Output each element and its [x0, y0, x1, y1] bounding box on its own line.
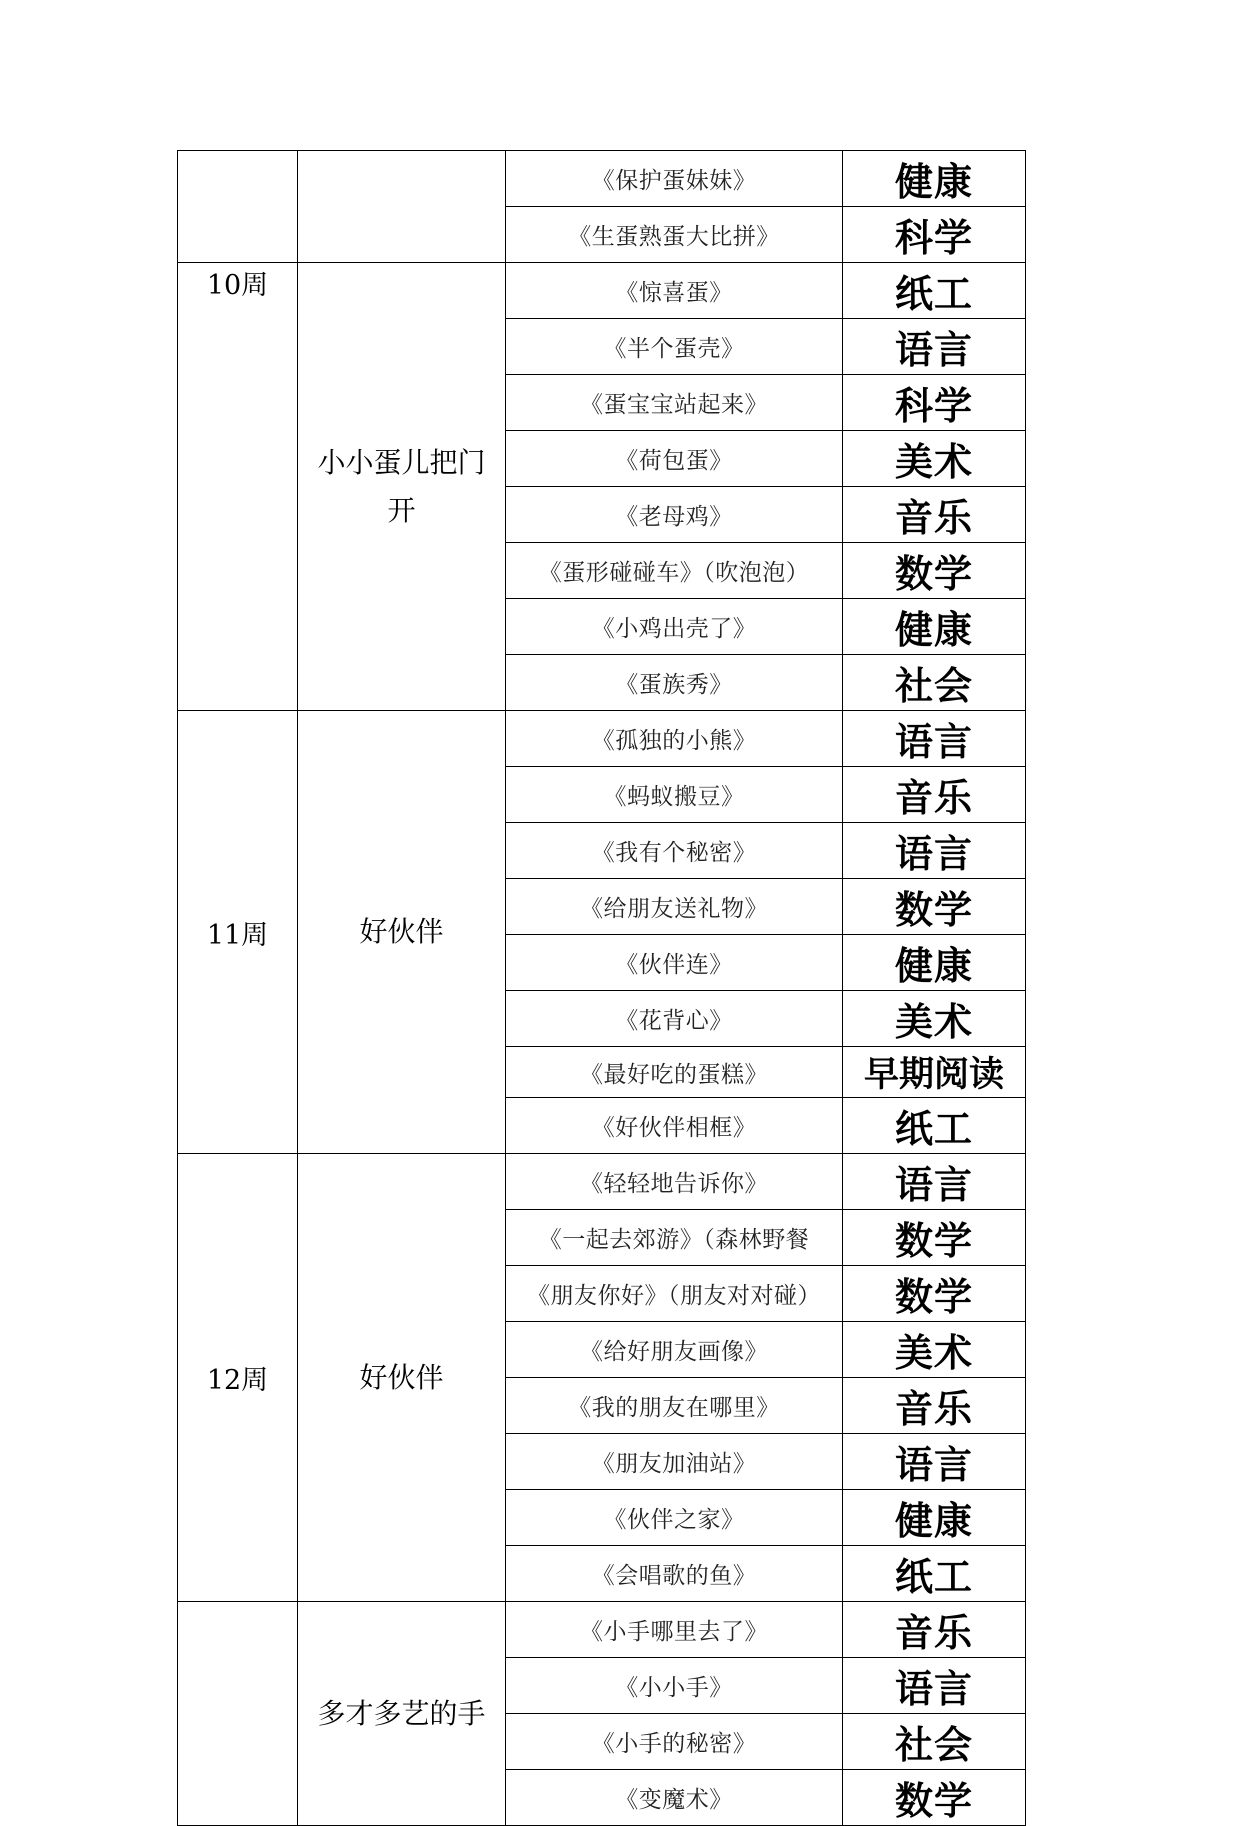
subject-cell: 语言 [843, 319, 1026, 375]
theme-label: 好伙伴 [359, 915, 444, 948]
activity-cell: 《惊喜蛋》 [506, 263, 843, 319]
subject-cell: 科学 [843, 375, 1026, 431]
activity-cell: 《蛋宝宝站起来》 [506, 375, 843, 431]
theme-cell [298, 151, 506, 263]
subject-cell: 语言 [843, 711, 1026, 767]
week-cell [178, 151, 298, 263]
subject-cell: 社会 [843, 1714, 1026, 1770]
schedule-body [178, 151, 1026, 1826]
subject-cell: 健康 [843, 151, 1026, 207]
subject-cell: 科学 [843, 207, 1026, 263]
activity-cell: 《我的朋友在哪里》 [506, 1378, 843, 1434]
week-cell: 12周 [178, 1154, 298, 1602]
activity-cell: 《花背心》 [506, 991, 843, 1047]
subject-cell: 语言 [843, 823, 1026, 879]
activity-cell: 《老母鸡》 [506, 487, 843, 543]
table-row [178, 1602, 1026, 1658]
activity-cell: 《给好朋友画像》 [506, 1322, 843, 1378]
theme-cell [298, 263, 506, 711]
table-row [178, 263, 1026, 319]
activity-cell: 《孤独的小熊》 [506, 711, 843, 767]
subject-cell: 美术 [843, 1322, 1026, 1378]
table-row [178, 151, 1026, 207]
subject-cell: 健康 [843, 599, 1026, 655]
theme-cell [298, 1602, 506, 1826]
week-cell: 10周 [178, 263, 298, 711]
theme-label: 多才多艺的手 [317, 1696, 486, 1730]
subject-cell: 数学 [843, 543, 1026, 599]
theme-cell [298, 1154, 506, 1602]
subject-cell: 纸工 [843, 1546, 1026, 1602]
activity-cell: 《生蛋熟蛋大比拼》 [506, 207, 843, 263]
theme-label: 好伙伴 [359, 1360, 444, 1394]
schedule-table [177, 150, 1026, 1826]
subject-cell: 健康 [843, 935, 1026, 991]
subject-cell: 语言 [843, 1434, 1026, 1490]
activity-cell: 《小手的秘密》 [506, 1714, 843, 1770]
subject-cell: 音乐 [843, 1602, 1026, 1658]
activity-cell: 《轻轻地告诉你》 [506, 1154, 843, 1210]
activity-cell: 《好伙伴相框》 [506, 1098, 843, 1154]
subject-cell: 数学 [843, 1266, 1026, 1322]
activity-cell: 《蛋形碰碰车》（吹泡泡） [506, 543, 843, 599]
activity-cell: 《我有个秘密》 [506, 823, 843, 879]
table-row [178, 711, 1026, 767]
activity-cell: 《小鸡出壳了》 [506, 599, 843, 655]
subject-cell: 语言 [843, 1658, 1026, 1714]
activity-cell: 《伙伴连》 [506, 935, 843, 991]
subject-cell: 美术 [843, 991, 1026, 1047]
week-cell [178, 1602, 298, 1826]
activity-cell: 《一起去郊游》（森林野餐 [506, 1210, 843, 1266]
activity-cell: 《小小手》 [506, 1658, 843, 1714]
activity-cell: 《蚂蚁搬豆》 [506, 767, 843, 823]
activity-cell: 《会唱歌的鱼》 [506, 1546, 843, 1602]
subject-cell: 健康 [843, 1490, 1026, 1546]
theme-cell [298, 711, 506, 1154]
activity-cell: 《蛋族秀》 [506, 655, 843, 711]
activity-cell: 《最好吃的蛋糕》 [506, 1047, 843, 1098]
subject-cell: 纸工 [843, 263, 1026, 319]
subject-cell: 数学 [843, 1770, 1026, 1826]
theme-label: 小小蛋儿把门开 [317, 445, 486, 527]
subject-cell: 数学 [843, 1210, 1026, 1266]
activity-cell: 《荷包蛋》 [506, 431, 843, 487]
subject-cell: 语言 [843, 1154, 1026, 1210]
activity-cell: 《半个蛋壳》 [506, 319, 843, 375]
subject-cell: 纸工 [843, 1098, 1026, 1154]
table-row [178, 1154, 1026, 1210]
subject-cell: 数学 [843, 879, 1026, 935]
subject-cell: 音乐 [843, 487, 1026, 543]
activity-cell: 《朋友你好》（朋友对对碰） [506, 1266, 843, 1322]
activity-cell: 《给朋友送礼物》 [506, 879, 843, 935]
activity-cell: 《小手哪里去了》 [506, 1602, 843, 1658]
subject-cell: 社会 [843, 655, 1026, 711]
subject-cell: 早期阅读 [843, 1047, 1026, 1098]
subject-cell: 音乐 [843, 767, 1026, 823]
week-cell: 11周 [178, 711, 298, 1154]
subject-cell: 音乐 [843, 1378, 1026, 1434]
activity-cell: 《伙伴之家》 [506, 1490, 843, 1546]
activity-cell: 《保护蛋妹妹》 [506, 151, 843, 207]
activity-cell: 《朋友加油站》 [506, 1434, 843, 1490]
subject-cell: 美术 [843, 431, 1026, 487]
activity-cell: 《变魔术》 [506, 1770, 843, 1826]
